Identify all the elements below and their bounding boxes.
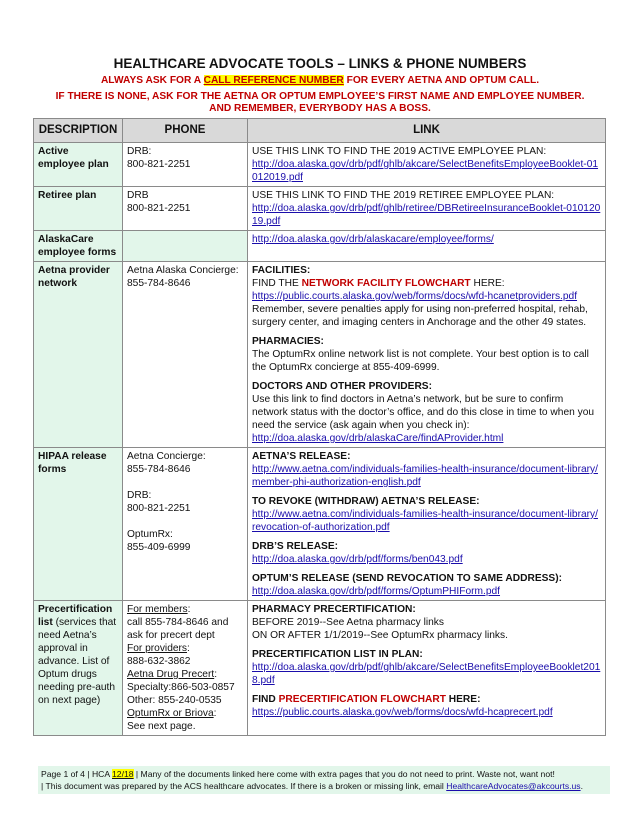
phone-active-employee <box>123 143 248 187</box>
facilities-heading: FACILITIES: <box>252 265 311 276</box>
row-precert <box>34 601 606 736</box>
link-precert <box>248 601 606 736</box>
call-reference-note <box>0 75 640 86</box>
phone-hipaa <box>123 448 248 601</box>
precert-flowchart-link[interactable]: https://public.courts.alaska.gov/web/forms/docs/wfd-hcaprecert.pdf <box>252 707 553 718</box>
phone-label: Aetna Concierge: <box>127 451 206 462</box>
drug-precert-colon: : <box>214 669 218 680</box>
employee-forms-link[interactable]: http://doa.alaska.gov/drb/alaskacare/employee/forms/ <box>252 234 494 245</box>
link-aetna-network <box>248 262 606 448</box>
boss-note: AND REMEMBER, EVERYBODY HAS A BOSS. <box>209 103 431 114</box>
specialty-number: Specialty:866-503-0857 <box>127 682 235 693</box>
drug-precert-label <box>127 668 243 681</box>
optum-release-link[interactable]: http://doa.alaska.gov/drb/pdf/forms/OptumPHIForm.pdf <box>252 586 501 597</box>
phone-label: OptumRx: <box>127 529 173 540</box>
doctors-heading: DOCTORS AND OTHER PROVIDERS: <box>252 381 432 392</box>
link-retiree <box>248 187 606 231</box>
row-hipaa <box>34 448 606 601</box>
link-active-employee <box>248 143 606 187</box>
optum-release-heading: OPTUM’S RELEASE (SEND REVOCATION TO SAME ADDRESS): <box>252 573 562 584</box>
desc-hipaa: HIPAA release forms <box>34 448 123 601</box>
optum-label-text: OptumRx or Briova <box>127 708 214 719</box>
desc-active-employee: Active employee plan <box>34 143 123 187</box>
footer-end: . <box>580 781 583 791</box>
note-pre: ALWAYS ASK FOR A <box>100 75 204 86</box>
phone-number: 800-821-2251 <box>127 503 191 514</box>
drug-precert-label-text: Aetna Drug Precert <box>127 669 215 680</box>
revoke-heading: TO REVOKE (WITHDRAW) AETNA’S RELEASE: <box>252 496 480 507</box>
pharmacies-heading: PHARMACIES: <box>252 336 324 347</box>
precert-title: Precertification list <box>38 604 113 628</box>
drb-release-link[interactable]: http://doa.alaska.gov/drb/pdf/forms/ben043.pdf <box>252 554 463 565</box>
link-caption: USE THIS LINK TO FIND THE 2019 ACTIVE EMPLOYEE PLAN: <box>252 146 547 157</box>
fac-post: HERE: <box>470 278 505 289</box>
phone-number: 800-821-2251 <box>127 203 191 214</box>
phone-label: Aetna Alaska Concierge: <box>127 265 239 276</box>
col-description: DESCRIPTION <box>34 119 123 143</box>
providers-label-text: For providers <box>127 643 188 654</box>
find-provider-link[interactable]: http://doa.alaska.gov/drb/alaskaCare/findAProvider.html <box>252 433 504 444</box>
col-phone: PHONE <box>123 119 248 143</box>
footer-line-1 <box>41 768 607 780</box>
pf-post: HERE: <box>445 694 481 705</box>
row-retiree <box>34 187 606 231</box>
table-header-row <box>34 119 606 143</box>
precert-desc: (services that need Aetna’s approval in advance. List of Optum drugs needing pre-auth on next page) <box>38 617 117 706</box>
phone-number: 855-409-6999 <box>127 542 191 553</box>
row-forms <box>34 231 606 262</box>
revoke-link[interactable]: http://www.aetna.com/individuals-families-health-insurance/document-library/revocation-of-authorization.pdf <box>252 509 598 533</box>
pharmacy-precert-heading: PHARMACY PRECERTIFICATION: <box>252 604 416 615</box>
footer-page: Page 1 of 4 | HCA <box>41 769 113 779</box>
col-link: LINK <box>248 119 606 143</box>
footer-email-link[interactable]: HealthcareAdvocates@akcourts.us <box>446 781 581 791</box>
note-post: FOR EVERY AETNA AND OPTUM CALL. <box>343 75 540 86</box>
desc-aetna-network: Aetna provider network <box>34 262 123 448</box>
other-number: Other: 855-240-0535 <box>127 695 222 706</box>
optum-colon: : <box>213 708 217 719</box>
providers-colon: : <box>187 643 190 654</box>
call-reference-highlight: CALL REFERENCE NUMBER <box>203 75 344 86</box>
facility-flowchart-link[interactable]: https://public.courts.alaska.gov/web/forms/docs/wfd-hcanetproviders.pdf <box>252 291 578 302</box>
drb-release-heading: DRB’S RELEASE: <box>252 541 339 552</box>
link-hipaa <box>248 448 606 601</box>
fac-flowchart-label: NETWORK FACILITY FLOWCHART <box>301 278 471 289</box>
members-colon: : <box>187 604 191 615</box>
active-plan-link[interactable]: http://doa.alaska.gov/drb/pdf/ghlb/akcare/SelectBenefitsEmployeeBooklet-01012019.pdf <box>252 159 599 183</box>
providers-label <box>127 642 243 655</box>
link-forms <box>248 231 606 262</box>
precert-list-link[interactable]: http://doa.alaska.gov/drb/pdf/ghlb/akcare/SelectBenefitsEmployeeBooklet2018.pdf <box>252 662 601 686</box>
desc-retiree: Retiree plan <box>34 187 123 231</box>
page-footer <box>38 766 610 794</box>
footer-note: | Many of the documents linked here come with extra pages that you do not need to print. Waste not, want not! <box>133 769 555 779</box>
row-aetna-network <box>34 262 606 448</box>
desc-precert <box>34 601 123 736</box>
members-label <box>127 603 243 616</box>
precert-list-heading: PRECERTIFICATION LIST IN PLAN: <box>252 649 423 660</box>
phone-number: 800-821-2251 <box>127 159 191 170</box>
phone-retiree <box>123 187 248 231</box>
pf-red: PRECERTIFICATION FLOWCHART <box>278 694 446 705</box>
phone-label: DRB <box>127 190 149 201</box>
after-2019-note: ON OR AFTER 1/1/2019--See OptumRx pharmacy links. <box>252 630 508 641</box>
doctors-note: Use this link to find doctors in Aetna’s network, but be sure to confirm network status with the doctor’s office, and do this close in time to when you need the service (ask again when you check in): <box>252 394 595 431</box>
pf-pre: FIND <box>252 694 279 705</box>
members-call: call 855-784-8646 and ask for precert dept <box>127 617 229 641</box>
page-title: HEALTHCARE ADVOCATE TOOLS – LINKS & PHONE NUMBERS <box>113 56 527 71</box>
facilities-note: Remember, severe penalties apply for using non-preferred hospital, rehab, surgery center, and imaging centers in Anchorage and the other 49 states. <box>252 304 588 328</box>
phone-label: DRB: <box>127 490 152 501</box>
members-label-text: For members <box>127 604 188 615</box>
phone-number: 855-784-8646 <box>127 278 191 289</box>
facilities-flowchart-line <box>252 277 601 290</box>
retiree-plan-link[interactable]: http://doa.alaska.gov/drb/pdf/ghlb/retiree/DBRetireeInsuranceBooklet-01012019.pdf <box>252 203 601 227</box>
phone-aetna-network <box>123 262 248 448</box>
fac-pre: FIND THE <box>252 278 302 289</box>
phone-forms-empty <box>123 231 248 262</box>
phone-number: 855-784-8646 <box>127 464 191 475</box>
providers-number: 888-632-3862 <box>127 656 191 667</box>
no-reference-note: IF THERE IS NONE, ASK FOR THE AETNA OR OPTUM EMPLOYEE’S FIRST NAME AND EMPLOYEE NUMBER. <box>55 91 585 102</box>
row-active-employee <box>34 143 606 187</box>
precert-flowchart-heading <box>252 693 601 706</box>
desc-forms: AlaskaCare employee forms <box>34 231 123 262</box>
aetna-release-link[interactable]: http://www.aetna.com/individuals-families-health-insurance/document-library/member-phi-authorization-english.pdf <box>252 464 598 488</box>
pharmacies-note: The OptumRx online network list is not complete. Your best option is to call the OptumRx concierge at 855-409-6999. <box>252 349 589 373</box>
aetna-release-heading: AETNA’S RELEASE: <box>252 451 351 462</box>
see-next-page: See next page. <box>127 721 196 732</box>
phone-precert <box>123 601 248 736</box>
footer-contact: | This document was prepared by the ACS healthcare advocates. If there is a broken or missing link, email <box>41 781 447 791</box>
before-2019-note: BEFORE 2019--See Aetna pharmacy links <box>252 617 444 628</box>
optum-label <box>127 707 243 720</box>
link-caption: USE THIS LINK TO FIND THE 2019 RETIREE EMPLOYEE PLAN: <box>252 190 555 201</box>
links-table <box>33 118 606 736</box>
footer-line-2 <box>41 780 607 792</box>
footer-date: 12/18 <box>112 769 134 779</box>
phone-label: DRB: <box>127 146 152 157</box>
